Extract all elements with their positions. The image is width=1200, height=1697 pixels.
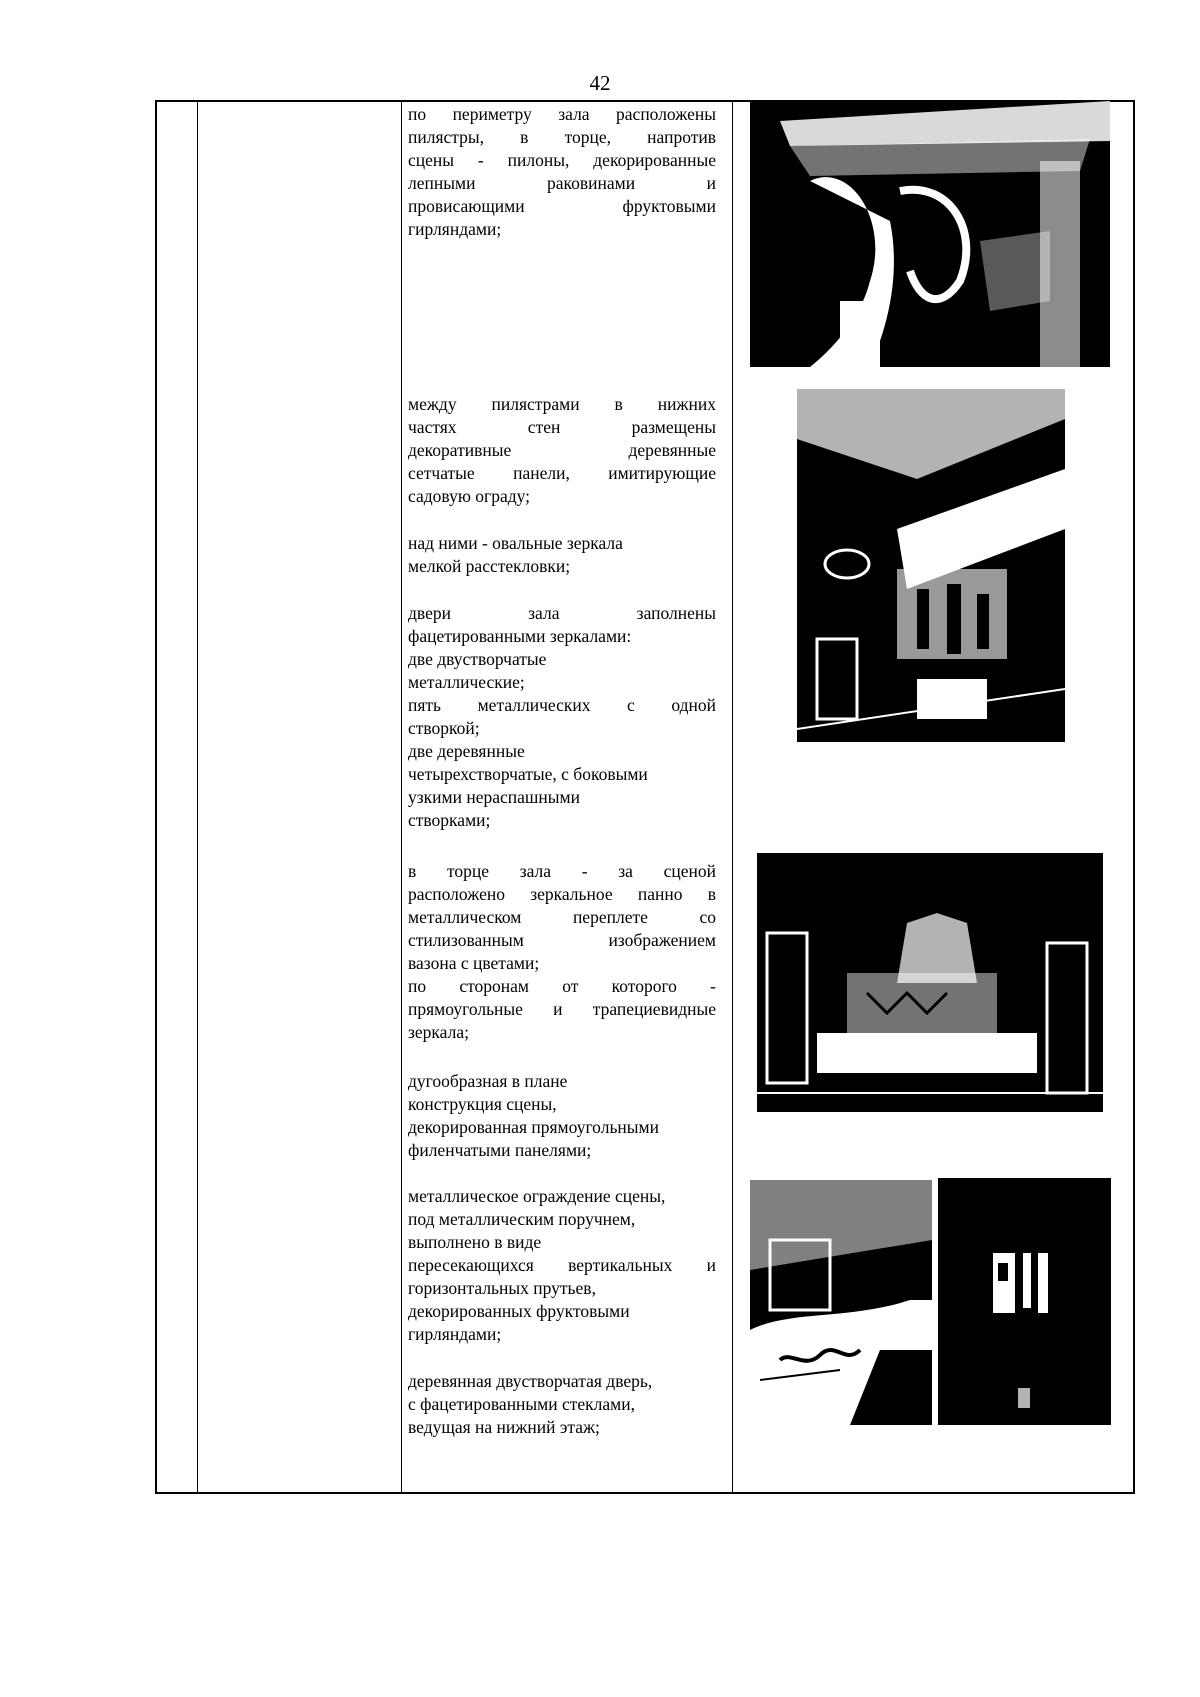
text-line: частях стен размещены — [408, 417, 716, 437]
text-line: пересекающихся вертикальных и — [408, 1255, 716, 1275]
text-line: под металлическим поручнем, — [408, 1209, 636, 1229]
column-divider-2 — [401, 102, 402, 1492]
text-line: гирляндами; — [408, 219, 502, 239]
text-line: фацетированными зеркалами: — [408, 626, 632, 646]
text-line: декоративные деревянные — [408, 440, 716, 460]
text-line: декорированных фруктовыми — [408, 1301, 630, 1321]
text-line: мелкой расстекловки; — [408, 556, 571, 576]
text-line: в торце зала - за сценой — [408, 861, 716, 881]
text-line: провисающими фруктовыми — [408, 196, 716, 216]
text-block-pilasters — [408, 103, 716, 241]
text-line: садовую ограду; — [408, 486, 530, 506]
text-line: узкими нераспашными — [408, 787, 580, 807]
text-line: двери зала заполнены — [408, 603, 716, 623]
text-line: над ними - овальные зеркала — [408, 533, 623, 553]
text-line: металлические; — [408, 672, 525, 692]
text-line: пять металлических с одной — [408, 695, 716, 715]
text-line: две деревянные — [408, 741, 525, 761]
text-line: гирляндами; — [408, 1324, 502, 1344]
text-line: с фацетированными стеклами, — [408, 1394, 635, 1414]
text-line: по периметру зала расположены — [408, 104, 716, 124]
text-line: горизонтальных прутьев, — [408, 1278, 596, 1298]
text-line: металлическом переплете со — [408, 907, 716, 927]
text-line: сетчатые панели, имитирующие — [408, 463, 716, 483]
photo-stage-railing — [750, 1180, 932, 1425]
text-line: ведущая на нижний этаж; — [408, 1417, 600, 1437]
text-line: вазона с цветами; — [408, 953, 540, 973]
text-block-wooden-door — [408, 1370, 716, 1439]
photo-stage-mirror-panel — [757, 853, 1103, 1112]
column-divider-3 — [732, 102, 733, 1492]
text-block-panels — [408, 393, 716, 508]
text-block-doors — [408, 602, 716, 832]
text-line: декорированная прямоугольными — [408, 1117, 659, 1137]
text-line: выполнено в виде — [408, 1232, 542, 1252]
text-block-mirrors — [408, 532, 716, 578]
text-line: сцены - пилоны, декорированные — [408, 150, 716, 170]
text-line: две двустворчатые — [408, 649, 547, 669]
text-line: по сторонам от которого - — [408, 976, 716, 996]
text-line: расположено зеркальное панно в — [408, 884, 716, 904]
text-line: филенчатыми панелями; — [408, 1140, 592, 1160]
text-line: дугообразная в плане — [408, 1071, 568, 1091]
photo-wooden-door — [938, 1178, 1111, 1425]
text-block-stage — [408, 1070, 716, 1162]
text-line: створками; — [408, 810, 491, 830]
photo-hall-interior — [797, 389, 1065, 742]
text-line: створкой; — [408, 718, 480, 738]
text-line: стилизованным изображением — [408, 930, 716, 950]
page-number: 42 — [589, 71, 611, 95]
text-line: пилястры, в торце, напротив — [408, 127, 716, 147]
text-block-mirror-panel — [408, 860, 716, 1044]
text-line: лепными раковинами и — [408, 173, 716, 193]
text-line: четырехстворчатые, с боковыми — [408, 764, 648, 784]
text-line: деревянная двустворчатая дверь, — [408, 1371, 653, 1391]
column-divider-1 — [197, 102, 198, 1492]
text-line: прямоугольные и трапециевидные — [408, 999, 716, 1019]
text-line: металлическое ограждение сцены, — [408, 1186, 666, 1206]
photo-pilaster-capital — [750, 101, 1110, 367]
text-line: между пилястрами в нижних — [408, 394, 716, 414]
text-line: зеркала; — [408, 1022, 469, 1042]
text-block-railing — [408, 1185, 716, 1346]
text-line: конструкция сцены, — [408, 1094, 557, 1114]
